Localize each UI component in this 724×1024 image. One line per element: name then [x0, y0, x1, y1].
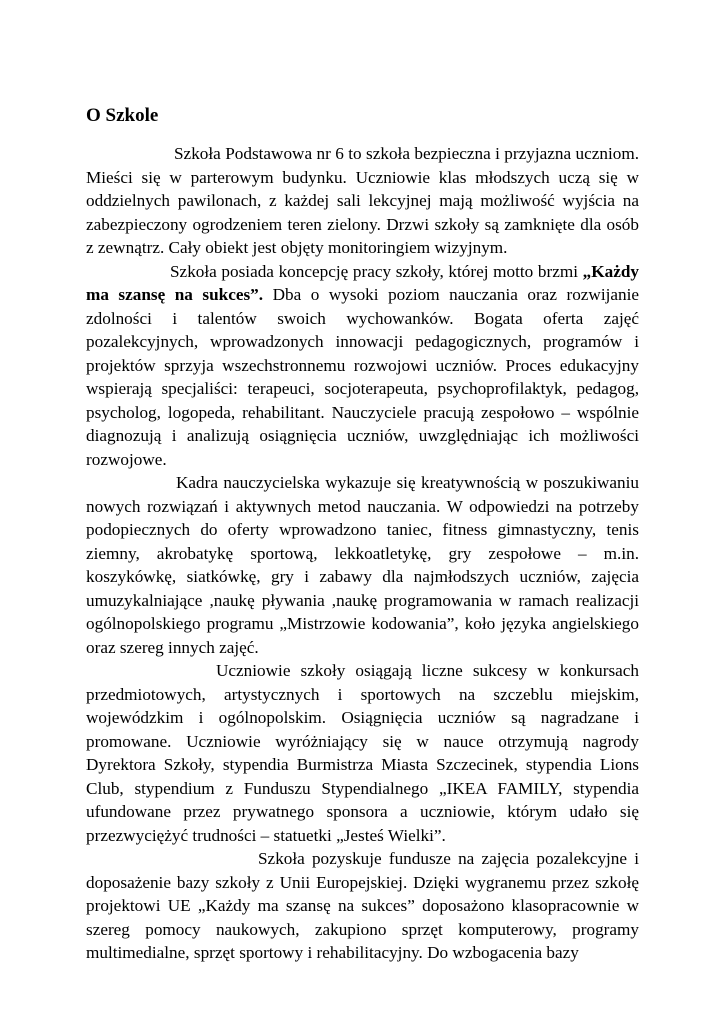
- concept-text-start: Szkoła posiada koncepcję pracy szkoły, której motto brzmi: [170, 261, 583, 281]
- page-title: O Szkole: [86, 105, 159, 126]
- school-motto: „Każdy ma szansę na sukces”.: [86, 261, 639, 304]
- document-page: [86, 104, 639, 965]
- paragraph-school-intro: Szkoła Podstawowa nr 6 to szkoła bezpieczna i przyjazna uczniom. Mieści się w parterowym budynku. Uczniowie klas młodszych uczą się w oddzielnych pawilonach, z każdej sali lekcyjnej mają możliwość wyjścia na zabezpieczony ogrodzeniem teren zielony. Drzwi szkoły są zamknięte dla osób z zewnątrz. Cały obiekt jest objęty monitoringiem wizyjnym.: [86, 144, 639, 257]
- paragraph-school-concept: [86, 260, 639, 472]
- paragraph-eu-funding: Szkoła pozyskuje fundusze na zajęcia pozalekcyjne i doposażenie bazy szkoły z Unii Europejskiej. Dzięki wygranemu przez szkołę projektowi UE „Każdy ma szansę na sukces” doposażono klasopracownie w szereg pomocy naukowych, zakupiono sprzęt komputerowy, programy multimedialne, sprzęt sportowy i rehabilitacyjny. Do wzbogacenia bazy: [86, 849, 639, 962]
- concept-text-rest: Dba o wysoki poziom nauczania oraz rozwijanie zdolności i talentów swoich wychowanków. Bogata oferta zajęć pozalekcyjnych, wprowadzonych innowacji pedagogicznych, programów i projektów sprzyja wszechstronnemu rozwojowi uczniów. Proces edukacyjny wspierają specjaliści: terapeuci, socjoterapeuta, psychoprofilaktyk, pedagog, psycholog, logopeda, rehabilitant. Nauczyciele pracują zespołowo – wspólnie diagnozują i analizują osiągnięcia uczniów, uwzględniając ich możliwości rozwojowe.: [86, 285, 640, 469]
- paragraph-teaching-staff: Kadra nauczycielska wykazuje się kreatywnością w poszukiwaniu nowych rozwiązań i aktywnych metod nauczania. W odpowiedzi na potrzeby podopiecznych do oferty wprowadzono taniec, fitness gimnastyczny, tenis ziemny, akrobatykę sportową, lekkoatletykę, gry zespołowe – m.in. koszykówkę, siatkówkę, gry i zabawy dla najmłodszych uczniów, zajęcia umuzykalniające ,naukę pływania ,naukę programowania w ramach realizacji ogólnopolskiego programu „Mistrzowie kodowania”, koło języka angielskiego oraz szereg innych zajęć.: [86, 473, 639, 657]
- paragraph-student-achievements: Uczniowie szkoły osiągają liczne sukcesy w konkursach przedmiotowych, artystycznych i sportowych na szczeblu miejskim, wojewódzkim i ogólnopolskim. Osiągnięcia uczniów są nagradzane i promowane. Uczniowie wyróżniający się w nauce otrzymują nagrody Dyrektora Szkoły, stypendia Burmistrza Miasta Szczecinek, stypendia Lions Club, stypendium z Funduszu Stypendialnego „IKEA FAMILY, stypendia ufundowane przez prywatnego sponsora a uczniowie, którym udało się przezwyciężyć trudności – statuetki „Jesteś Wielki”.: [86, 661, 639, 845]
